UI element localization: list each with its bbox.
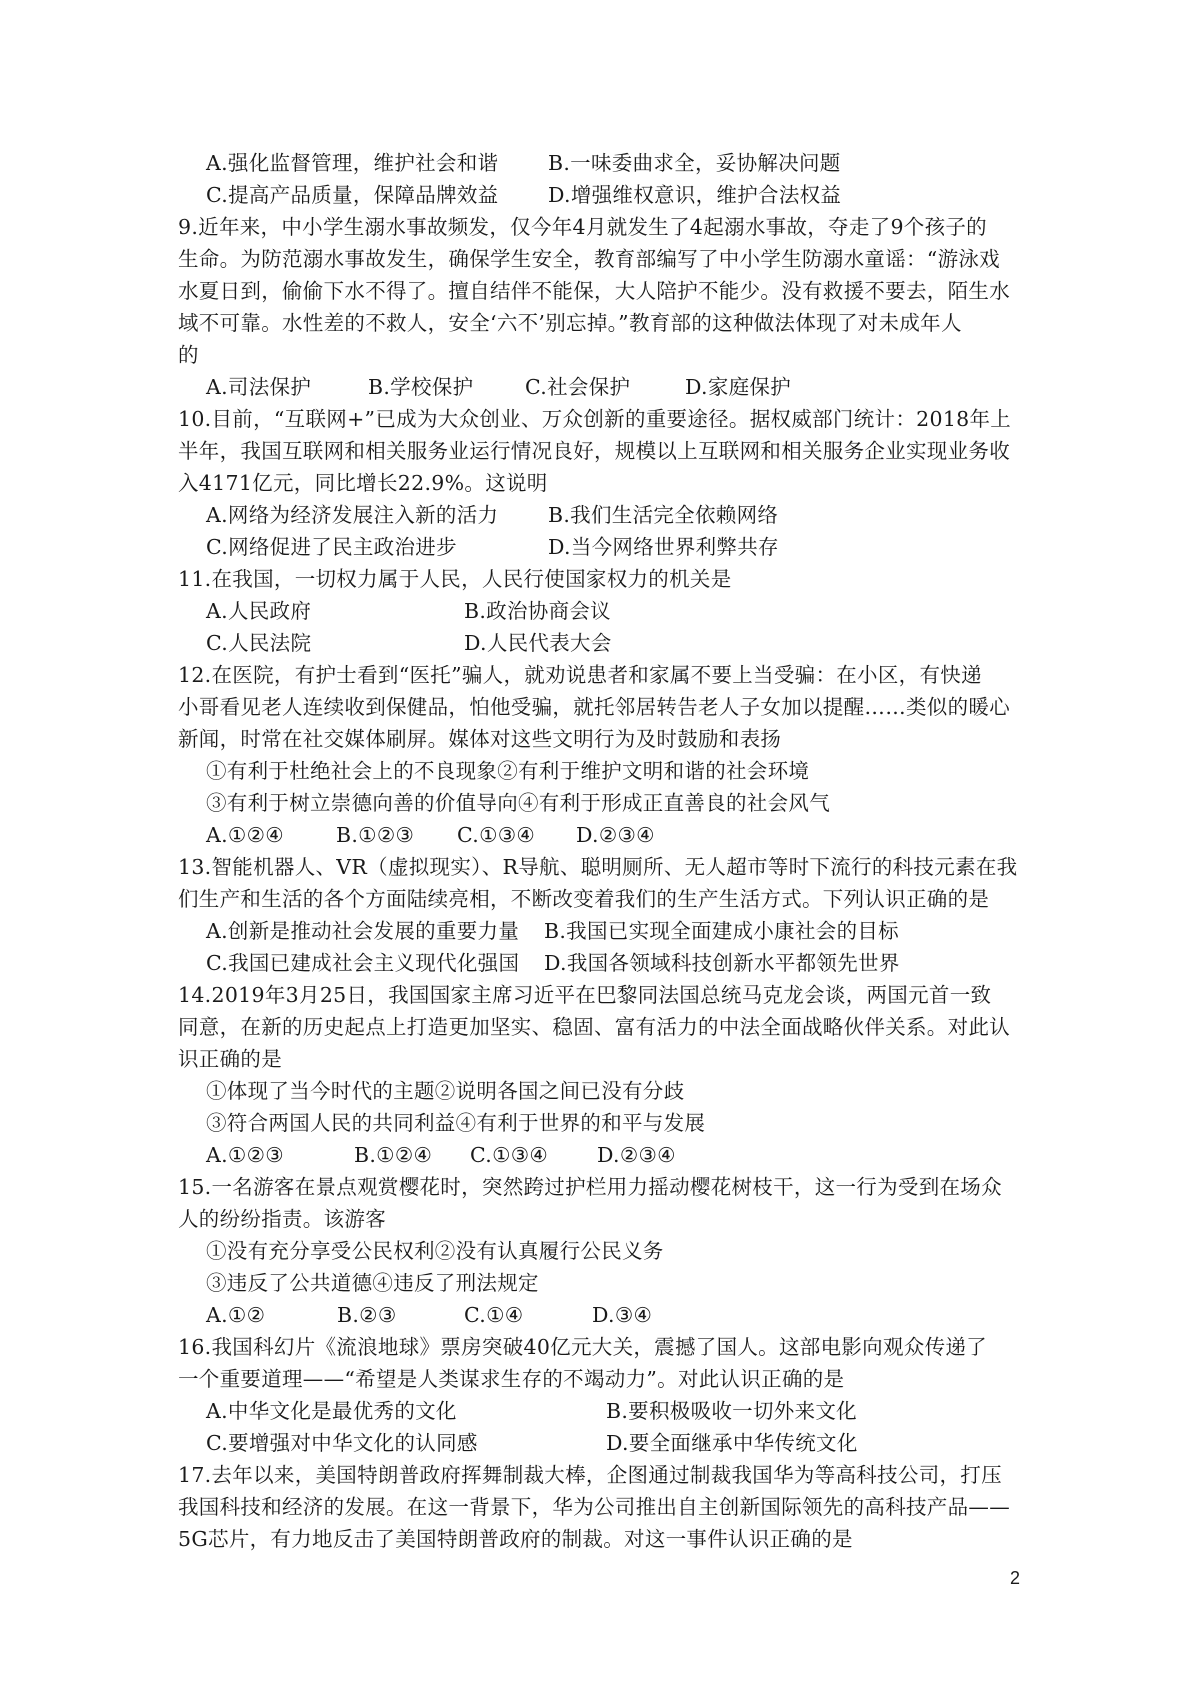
q13-options-row-1	[178, 915, 1028, 947]
q8-option-b: B.一味委曲求全，妥协解决问题	[548, 151, 841, 175]
question-11	[178, 563, 1028, 659]
q12-options	[178, 819, 1028, 851]
question-12	[178, 659, 1028, 851]
q16-option-d: D.要全面继承中华传统文化	[606, 1431, 858, 1455]
q12-option-b: B.①②③	[336, 823, 415, 847]
question-13	[178, 851, 1028, 979]
q14-option-d: D.②③④	[597, 1143, 676, 1167]
q16-option-b: B.要积极吸收一切外来文化	[606, 1399, 857, 1423]
q14-option-a: A.①②③	[206, 1143, 284, 1167]
q13-options-row-2	[178, 947, 1028, 979]
q15-options	[178, 1299, 1028, 1331]
q15-option-c: C.①④	[464, 1303, 524, 1327]
q11-option-c: C.人民法院	[206, 631, 312, 655]
q9-stem-line: 9.近年来，中小学生溺水事故频发，仅今年4月就发生了4起溺水事故，夺走了9个孩子的	[178, 215, 987, 239]
question-14	[178, 979, 1028, 1171]
q8-option-d: D.增强维权意识，维护合法权益	[548, 183, 842, 207]
question-16	[178, 1331, 1028, 1459]
q9-option-d: D.家庭保护	[685, 375, 792, 399]
q13-option-b: B.我国已实现全面建成小康社会的目标	[544, 919, 899, 943]
q10-stem-line: 入4171亿元，同比增长22.9%。这说明	[178, 471, 548, 495]
q12-option-a: A.①②④	[206, 823, 284, 847]
q15-option-a: A.①②	[206, 1303, 266, 1327]
question-content	[178, 147, 1028, 1555]
question-10	[178, 403, 1028, 563]
q14-stem-line: 识正确的是	[178, 1047, 282, 1071]
q12-statement: ①有利于杜绝社会上的不良现象②有利于维护文明和谐的社会环境	[206, 759, 810, 783]
q17-stem-line: 5G芯片，有力地反击了美国特朗普政府的制裁。对这一事件认识正确的是	[178, 1527, 853, 1551]
question-9	[178, 211, 1028, 403]
q16-options-row-1	[178, 1395, 1028, 1427]
q12-option-d: D.②③④	[576, 823, 655, 847]
q9-option-c: C.社会保护	[525, 375, 631, 399]
q12-stem-line: 新闻，时常在社交媒体刷屏。媒体对这些文明行为及时鼓励和表扬	[178, 727, 782, 751]
q10-option-d: D.当今网络世界利弊共存	[548, 535, 779, 559]
q10-option-a: A.网络为经济发展注入新的活力	[206, 503, 499, 527]
q8-option-c: C.提高产品质量，保障品牌效益	[206, 183, 499, 207]
q16-option-c: C.要增强对中华文化的认同感	[206, 1431, 478, 1455]
q14-option-c: C.①③④	[470, 1143, 549, 1167]
q8-options-row-2	[178, 179, 1028, 211]
q11-option-b: B.政治协商会议	[464, 599, 611, 623]
q9-stem-line: 生命。为防范溺水事故发生，确保学生安全，教育部编写了中小学生防溺水童谣：“游泳戏	[178, 247, 1000, 271]
q13-stem-line: 们生产和生活的各个方面陆续亮相，不断改变着我们的生产生活方式。下列认识正确的是	[178, 887, 990, 911]
q12-stem-line: 12.在医院，有护士看到“医托”骗人，就劝说患者和家属不要上当受骗：在小区，有快递	[178, 663, 982, 687]
q10-option-c: C.网络促进了民主政治进步	[206, 535, 457, 559]
q14-stem-line: 14.2019年3月25日，我国国家主席习近平在巴黎同法国总统马克龙会谈，两国元首一致	[178, 983, 992, 1007]
q9-options	[178, 371, 1028, 403]
question-17	[178, 1459, 1028, 1555]
q10-options-row-2	[178, 531, 1028, 563]
q13-option-d: D.我国各领域科技创新水平都领先世界	[544, 951, 900, 975]
q11-option-a: A.人民政府	[206, 599, 312, 623]
q12-option-c: C.①③④	[457, 823, 536, 847]
q13-option-a: A.创新是推动社会发展的重要力量	[206, 919, 520, 943]
q16-options-row-2	[178, 1427, 1028, 1459]
q15-statement: ①没有充分享受公民权利②没有认真履行公民义务	[206, 1239, 664, 1263]
q14-options	[178, 1139, 1028, 1171]
q14-stem-line: 同意，在新的历史起点上打造更加坚实、稳固、富有活力的中法全面战略伙伴关系。对此认	[178, 1015, 1010, 1039]
q15-option-b: B.②③	[337, 1303, 397, 1327]
q9-option-a: A.司法保护	[206, 375, 312, 399]
q16-stem-line: 一个重要道理——“希望是人类谋求生存的不竭动力”。对此认识正确的是	[178, 1367, 845, 1391]
q11-stem-line: 11.在我国，一切权力属于人民，人民行使国家权力的机关是	[178, 567, 732, 591]
q10-stem-line: 半年，我国互联网和相关服务业运行情况良好，规模以上互联网和相关服务企业实现业务收	[178, 439, 1010, 463]
q8-option-a: A.强化监督管理，维护社会和谐	[206, 151, 499, 175]
q15-option-d: D.③④	[592, 1303, 653, 1327]
q15-stem-line: 15.一名游客在景点观赏樱花时，突然跨过护栏用力摇动樱花树枝干，这一行为受到在场众	[178, 1175, 1002, 1199]
q9-stem-line: 的	[178, 343, 199, 367]
q11-option-d: D.人民代表大会	[464, 631, 612, 655]
q14-statement: ①体现了当今时代的主题②说明各国之间已没有分歧	[206, 1079, 685, 1103]
q13-option-c: C.我国已建成社会主义现代化强国	[206, 951, 520, 975]
q9-option-b: B.学校保护	[368, 375, 474, 399]
page-number: 2	[1010, 1568, 1021, 1588]
q11-options-row-1	[178, 595, 1028, 627]
q17-stem-line: 我国科技和经济的发展。在这一背景下，华为公司推出自主创新国际领先的高科技产品——	[178, 1495, 1010, 1519]
q17-stem-line: 17.去年以来，美国特朗普政府挥舞制裁大棒，企图通过制裁我国华为等高科技公司，打压	[178, 1463, 1002, 1487]
q10-option-b: B.我们生活完全依赖网络	[548, 503, 779, 527]
question-15	[178, 1171, 1028, 1331]
q13-stem-line: 13.智能机器人、VR（虚拟现实）、R导航、聪明厕所、无人超市等时下流行的科技元素在我	[178, 855, 1018, 879]
q12-stem-line: 小哥看见老人连续收到保健品，怕他受骗，就托邻居转告老人子女加以提醒……类似的暖心	[178, 695, 1010, 719]
q11-options-row-2	[178, 627, 1028, 659]
q15-statement: ③违反了公共道德④违反了刑法规定	[206, 1271, 539, 1295]
q12-statement: ③有利于树立崇德向善的价值导向④有利于形成正直善良的社会风气	[206, 791, 830, 815]
q16-stem-line: 16.我国科幻片《流浪地球》票房突破40亿元大关，震撼了国人。这部电影向观众传递了	[178, 1335, 987, 1359]
q9-stem-line: 域不可靠。水性差的不救人，安全‘六不’别忘掉。”教育部的这种做法体现了对未成年人	[178, 311, 962, 335]
q14-option-b: B.①②④	[354, 1143, 433, 1167]
q10-options-row-1	[178, 499, 1028, 531]
q16-option-a: A.中华文化是最优秀的文化	[206, 1399, 457, 1423]
q15-stem-line: 人的纷纷指责。该游客	[178, 1207, 386, 1231]
q8-options-row-1	[178, 147, 1028, 179]
q14-statement: ③符合两国人民的共同利益④有利于世界的和平与发展	[206, 1111, 706, 1135]
q9-stem-line: 水夏日到，偷偷下水不得了。擅自结伴不能保，大人陪护不能少。没有救援不要去，陌生水	[178, 279, 1010, 303]
q10-stem-line: 10.目前，“互联网+”已成为大众创业、万众创新的重要途径。据权威部门统计：2018年上	[178, 407, 1012, 431]
